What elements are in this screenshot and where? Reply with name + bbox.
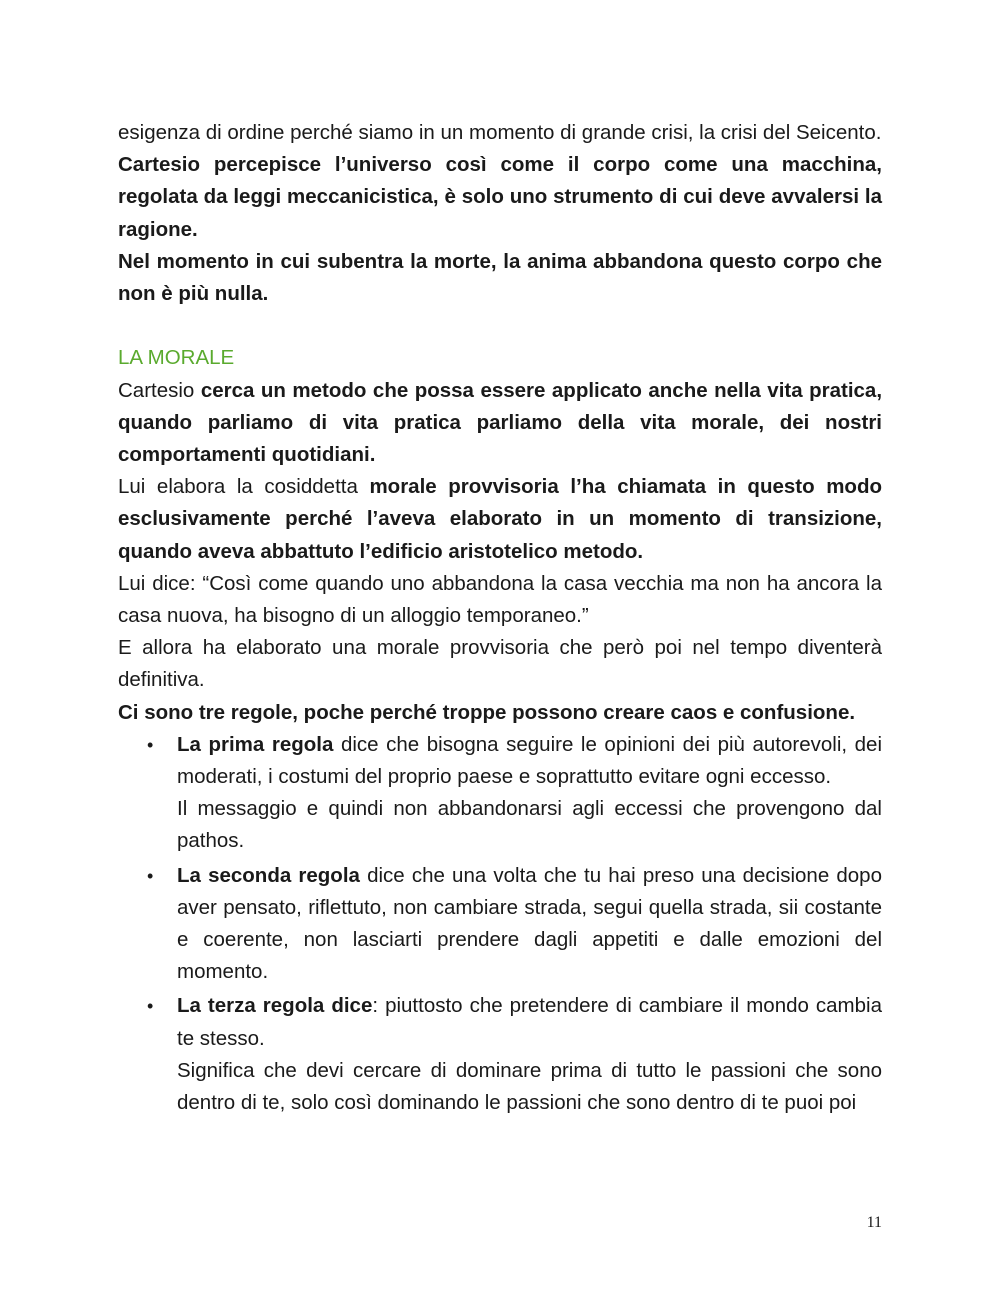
section-heading: LA MORALE (118, 346, 235, 370)
third-rule-text (177, 990, 882, 1054)
page-number: 11 (866, 1214, 882, 1231)
method-paragraph (118, 375, 882, 472)
bullet-icon: • (147, 996, 154, 1017)
definitive-paragraph: E allora ha elaborato una morale provvisoria che però poi nel tempo diventerà definitiva. (118, 636, 882, 692)
first-rule-extra: Il messaggio e quindi non abbandonarsi agli eccessi che provengono dal pathos. (177, 797, 882, 853)
method-lead: Cartesio (118, 378, 201, 402)
intro-paragraph: esigenza di ordine perché siamo in un momento di grande crisi, la crisi del Seicento. (118, 121, 882, 144)
third-rule-extra: Significa che devi cercare di dominare prima di tutto le passioni che sono dentro di te, solo così dominando le passioni che sono dentro di te puoi poi (177, 1058, 882, 1115)
bullet-icon: • (147, 865, 154, 886)
list-item-second-rule (118, 860, 882, 989)
second-rule-title: La seconda regola (177, 863, 360, 887)
second-rule-body: dice che una volta che tu hai preso una decisione dopo aver pensato, riflettuto, non cambiare strada, segui quella strada, sii costante e coerente, non lasciarti prendere dagli appetiti e dalle emozioni del momento. (177, 863, 882, 984)
third-rule-title: La terza regola dice (177, 994, 373, 1018)
third-rule-body: : piuttosto che pretendere di cambiare il mondo cambia te stesso. (177, 994, 882, 1050)
provisional-lead: Lui elabora la cosiddetta (118, 475, 370, 499)
first-rule-title: La prima regola (177, 732, 334, 756)
bullet-icon: • (147, 734, 154, 755)
list-item-first-rule (118, 729, 882, 858)
spacer (118, 310, 882, 342)
second-rule-text (177, 860, 882, 989)
death-paragraph: Nel momento in cui subentra la morte, la anima abbandona questo corpo che non è più nulla. (118, 249, 882, 306)
provisional-morality-paragraph (118, 471, 882, 568)
rules-list (118, 729, 882, 1119)
list-item-third-rule (118, 990, 882, 1119)
document-page (118, 117, 882, 1121)
mechanism-paragraph: Cartesio percepisce l’universo così come il corpo come una macchina, regolata da leggi meccanicistica, è solo uno strumento di cui deve avvalersi la ragione. (118, 153, 882, 241)
method-bold: cerca un metodo che possa essere applicato anche nella vita pratica, quando parliamo di vita pratica parliamo della vita morale, dei nostri comportamenti quotidiani. (118, 378, 883, 467)
quote-paragraph: Lui dice: “Così come quando uno abbandona la casa vecchia ma non ha ancora la casa nuova, ha bisogno di un alloggio temporaneo.” (118, 571, 882, 628)
provisional-bold: morale provvisoria l’ha chiamata in questo modo esclusivamente perché l’aveva elaborato in un momento di transizione, quando aveva abbattuto l’edificio aristotelico metodo. (118, 475, 882, 563)
three-rules-paragraph: Ci sono tre regole, poche perché troppe possono creare caos e confusione. (118, 700, 856, 724)
first-rule-body: dice che bisogna seguire le opinioni dei più autorevoli, dei moderati, i costumi del proprio paese e soprattutto evitare ogni eccesso. (177, 732, 883, 789)
first-rule-text (177, 729, 882, 793)
